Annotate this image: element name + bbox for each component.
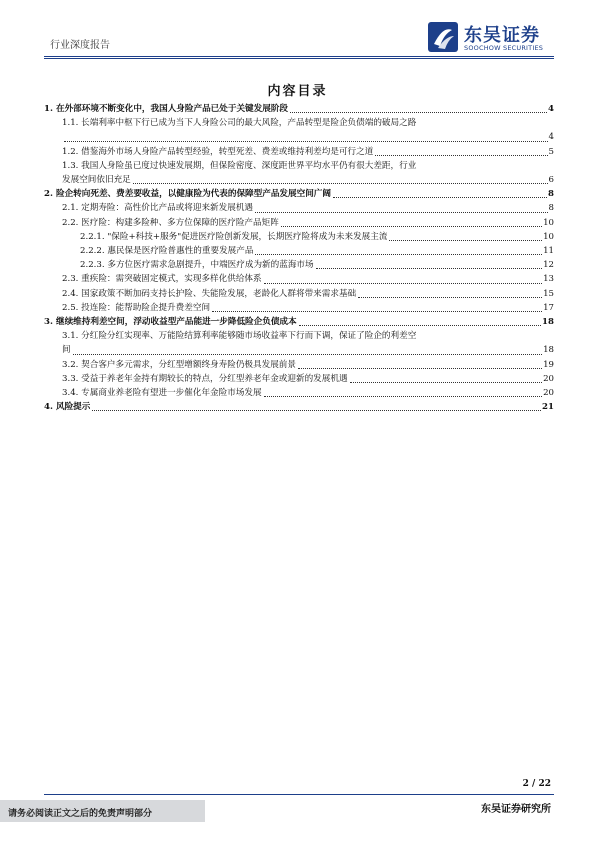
toc-entry[interactable]: 2. 险企转向死差、费差要收益，以健康险为代表的保障型产品发展空间广阔 8 bbox=[44, 189, 554, 200]
logo-name-cn: 东吴证券 bbox=[464, 25, 540, 46]
table-of-contents bbox=[44, 102, 554, 414]
toc-entry[interactable]: 3.3. 受益于养老年金持有期较长的特点，分红型养老年金或迎新的发展机遇 20 bbox=[62, 373, 554, 384]
disclaimer-text: 请务必阅读正文之后的免责声明部分 bbox=[8, 809, 153, 819]
toc-entry[interactable]: 2.2.1. "保险+科技+服务"促进医疗险创新发展，长期医疗险将成为未来发展主流 10 bbox=[80, 231, 554, 242]
toc-entry[interactable]: 2.3. 重疾险：需突破固定模式，实现多样化供给体系 13 bbox=[62, 274, 554, 285]
toc-entry[interactable]: 2.2.2. 惠民保是医疗险普惠性的重要发展产品 11 bbox=[80, 246, 554, 257]
toc-entry[interactable]: 3.1. 分红险分红实现率、万能险结算利率能够随市场收益率下行而下调，保证了险企的利差空 间 18 bbox=[62, 331, 554, 356]
toc-entry[interactable]: 3.4. 专属商业养老险有望进一步催化年金险市场发展 20 bbox=[62, 388, 554, 399]
toc-entry[interactable]: 1.1. 长端利率中枢下行已成为当下人身险公司的最大风险，产品转型是险企负债端的破局之路 4 bbox=[62, 118, 554, 143]
toc-entry[interactable]: 2.2. 医疗险：构建多险种、多方位保障的医疗险产品矩阵 10 bbox=[62, 217, 554, 228]
toc-entry[interactable]: 2.4. 国家政策不断加码支持长护险、失能险发展，老龄化人群将带来需求基础 15 bbox=[62, 288, 554, 299]
toc-entry[interactable]: 3.2. 契合客户多元需求，分红型增额终身寿险仍极具发展前景 19 bbox=[62, 359, 554, 370]
company-logo bbox=[428, 20, 558, 54]
toc-entry[interactable]: 2.2.3. 多方位医疗需求急剧提升，中端医疗成为新的蓝海市场 12 bbox=[80, 260, 554, 271]
soochow-logo-icon bbox=[428, 22, 458, 52]
logo-name-en: SOOCHOW SECURITIES bbox=[464, 44, 544, 52]
institute-name: 东吴证券研究所 bbox=[481, 804, 551, 815]
toc-entry[interactable]: 4. 风险提示 21 bbox=[44, 402, 554, 413]
toc-entry[interactable]: 1.3. 我国人身险虽已度过快速发展期，但保险密度、深度距世界平均水平仍有很大差距，行业 发展空间依旧充足 6 bbox=[62, 160, 554, 186]
header-divider bbox=[44, 56, 554, 57]
toc-entry[interactable]: 2.5. 投连险：能帮助险企提升费差空间 17 bbox=[62, 302, 554, 313]
toc-entry[interactable]: 1.2. 借鉴海外市场人身险产品转型经验，转型死差、费差或维持利差均是可行之道 5 bbox=[62, 146, 554, 157]
toc-title: 内容目录 bbox=[267, 84, 328, 99]
toc-entry[interactable]: 3. 继续维持利差空间，浮动收益型产品能进一步降低险企负债成本 18 bbox=[44, 317, 554, 328]
toc-entry[interactable]: 1. 在外部环境不断变化中，我国人身险产品已处于关键发展阶段 4 bbox=[44, 104, 554, 114]
footer-divider bbox=[44, 794, 554, 795]
page-number: 2 / 22 bbox=[522, 779, 551, 789]
header-divider-thin bbox=[44, 58, 554, 59]
report-type-label: 行业深度报告 bbox=[50, 40, 110, 51]
toc-entry[interactable]: 2.1. 定期寿险：高性价比产品或将迎来新发展机遇 8 bbox=[62, 203, 554, 214]
